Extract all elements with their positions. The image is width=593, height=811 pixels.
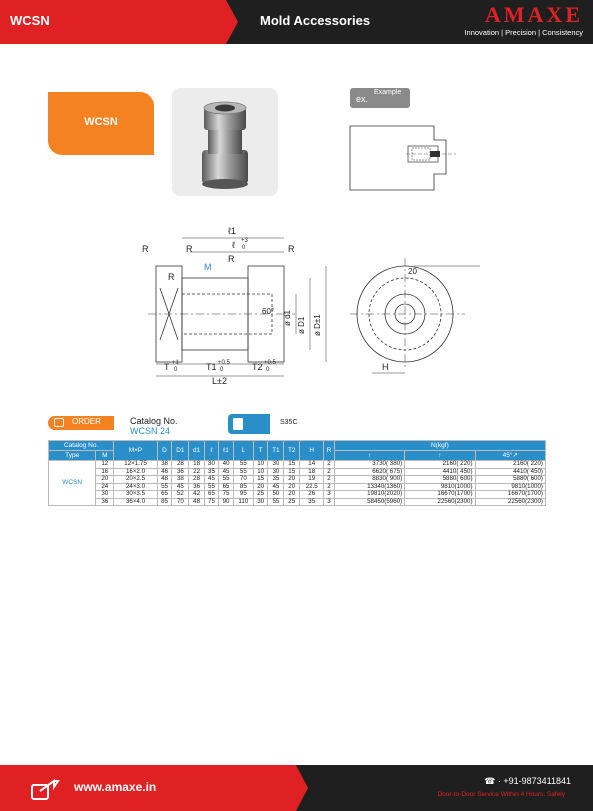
page-title: WCSN bbox=[10, 13, 50, 28]
load-sub-2: ↑ bbox=[405, 451, 475, 461]
table-cell: 9810(1000) bbox=[475, 483, 545, 491]
table-cell: 65 bbox=[157, 491, 172, 499]
product-tab bbox=[48, 92, 154, 155]
table-cell: 22.5 bbox=[300, 483, 324, 491]
table-cell: 65 bbox=[204, 491, 219, 499]
table-cell: 30 bbox=[204, 461, 219, 469]
l-tol-upper: +3 bbox=[241, 238, 248, 244]
table-cell: 30 bbox=[268, 461, 284, 469]
table-cell: 45 bbox=[268, 483, 284, 491]
col-l-total: L bbox=[233, 441, 253, 461]
table-cell: 30 bbox=[96, 491, 114, 499]
table-cell: 55 bbox=[157, 483, 172, 491]
share-icon bbox=[30, 777, 60, 801]
table-cell: 90 bbox=[219, 498, 234, 506]
brand-logo bbox=[464, 4, 583, 37]
table-cell: 25 bbox=[253, 491, 268, 499]
t2-label: T2 bbox=[252, 362, 263, 372]
table-cell: 36 bbox=[172, 468, 189, 476]
col-t2: T2 bbox=[284, 441, 300, 461]
table-cell: 22560(2300) bbox=[475, 498, 545, 506]
table-cell: 6620( 675) bbox=[334, 468, 404, 476]
m-label: M bbox=[204, 262, 212, 272]
table-cell: 28 bbox=[172, 461, 189, 469]
example-tag bbox=[350, 88, 410, 108]
table-cell: 24 bbox=[96, 483, 114, 491]
table-cell: 58450(5960) bbox=[334, 498, 404, 506]
table-cell: 2 bbox=[324, 461, 335, 469]
t2-tol-upper: +0.5 bbox=[264, 360, 276, 366]
cart-icon bbox=[54, 418, 64, 427]
table-cell: 85 bbox=[233, 483, 253, 491]
example-drawing bbox=[346, 118, 466, 200]
material-tag bbox=[228, 414, 270, 434]
load-sub-3: 45°↗ bbox=[475, 451, 545, 461]
col-h: H bbox=[300, 441, 324, 461]
t-tol-lower: 0 bbox=[174, 367, 178, 373]
table-cell: 95 bbox=[233, 491, 253, 499]
table-cell: 30 bbox=[253, 498, 268, 506]
example-sublabel: Example bbox=[374, 89, 402, 96]
table-cell: 8830( 900) bbox=[334, 476, 404, 484]
table-cell: 55 bbox=[204, 483, 219, 491]
table-cell: 55 bbox=[268, 498, 284, 506]
table-cell: 20 bbox=[284, 476, 300, 484]
table-cell: 16 bbox=[96, 468, 114, 476]
table-cell: 2 bbox=[324, 468, 335, 476]
t-tol-upper: +1 bbox=[172, 360, 179, 366]
table-cell: 30 bbox=[268, 468, 284, 476]
spec-table bbox=[48, 440, 546, 506]
table-cell: 36 bbox=[96, 498, 114, 506]
table-cell: 70 bbox=[172, 498, 189, 506]
table-cell: 20 bbox=[284, 483, 300, 491]
type-cell: WCSN bbox=[49, 461, 96, 506]
table-cell: 10 bbox=[253, 461, 268, 469]
table-cell: 70 bbox=[233, 476, 253, 484]
col-mxp: M×P bbox=[114, 441, 157, 461]
order-label: ORDER bbox=[72, 417, 101, 426]
table-cell: 19810(2020) bbox=[334, 491, 404, 499]
table-cell: 4410( 450) bbox=[475, 468, 545, 476]
col-m: M bbox=[96, 451, 114, 461]
table-cell: 3730( 380) bbox=[334, 461, 404, 469]
order-tag bbox=[48, 416, 114, 430]
table-cell: 2 bbox=[324, 476, 335, 484]
table-cell: 15 bbox=[284, 461, 300, 469]
l1-label: ℓ1 bbox=[228, 226, 236, 236]
table-cell: 5880( 600) bbox=[405, 476, 475, 484]
table-cell: 3 bbox=[324, 498, 335, 506]
table-cell: 35 bbox=[204, 468, 219, 476]
table-cell: 2160( 220) bbox=[405, 461, 475, 469]
table-cell: 36 bbox=[189, 483, 204, 491]
table-cell: 50 bbox=[268, 491, 284, 499]
r-label: R bbox=[288, 244, 295, 254]
page-footer bbox=[0, 765, 593, 811]
phone-icon: ☎ · bbox=[484, 776, 504, 786]
table-cell: 4410( 450) bbox=[405, 468, 475, 476]
header-type: Type bbox=[49, 451, 96, 461]
table-cell: 48 bbox=[189, 498, 204, 506]
load-sub-1: ↑ bbox=[334, 451, 404, 461]
table-cell: 16×2.0 bbox=[114, 468, 157, 476]
col-t: T bbox=[253, 441, 268, 461]
table-cell: 75 bbox=[219, 491, 234, 499]
col-d: D bbox=[157, 441, 172, 461]
example-label: ex. bbox=[356, 94, 369, 104]
table-cell: 22 bbox=[189, 468, 204, 476]
table-cell: 5880( 600) bbox=[475, 476, 545, 484]
table-cell: 12×1.75 bbox=[114, 461, 157, 469]
col-r: R bbox=[324, 441, 335, 461]
header-load: N(kgf) bbox=[334, 441, 545, 451]
table-cell: 14 bbox=[300, 461, 324, 469]
table-cell: 35 bbox=[268, 476, 284, 484]
d1-label: ø d1 bbox=[283, 309, 292, 326]
table-cell: 22560(2300) bbox=[405, 498, 475, 506]
product-photo bbox=[172, 88, 278, 196]
table-cell: 20×2.5 bbox=[114, 476, 157, 484]
table-cell: 42 bbox=[189, 491, 204, 499]
table-cell: 15 bbox=[253, 476, 268, 484]
catalog-value: WCSN 24 bbox=[130, 426, 171, 436]
table-cell: 2 bbox=[324, 483, 335, 491]
table-cell: 10 bbox=[253, 468, 268, 476]
table-cell: 45 bbox=[219, 468, 234, 476]
col-d1: d1 bbox=[189, 441, 204, 461]
col-l1: ℓ1 bbox=[219, 441, 234, 461]
table-cell: 18 bbox=[300, 468, 324, 476]
t-label: T bbox=[164, 362, 170, 372]
l-tol-lower: 0 bbox=[242, 245, 246, 251]
l-label: ℓ bbox=[232, 240, 235, 250]
t2-tol-lower: 0 bbox=[266, 367, 270, 373]
table-cell: 45 bbox=[172, 483, 189, 491]
table-cell: 52 bbox=[172, 491, 189, 499]
table-cell: 25 bbox=[284, 498, 300, 506]
table-cell: 20 bbox=[253, 483, 268, 491]
table-cell: 38 bbox=[157, 461, 172, 469]
phone-number bbox=[484, 776, 571, 787]
table-cell: 2160( 220) bbox=[475, 461, 545, 469]
table-cell: 48 bbox=[157, 476, 172, 484]
table-cell: 16670(1700) bbox=[405, 491, 475, 499]
material-icon bbox=[233, 418, 243, 430]
table-row bbox=[49, 461, 546, 469]
table-cell: 18 bbox=[189, 461, 204, 469]
service-note: Door-to-Door Service Within 4 Hours. Safely bbox=[437, 791, 565, 798]
table-cell: 45 bbox=[204, 476, 219, 484]
table-cell: 35 bbox=[300, 498, 324, 506]
table-cell: 38 bbox=[172, 476, 189, 484]
table-cell: 65 bbox=[219, 483, 234, 491]
brand-name: AMAXE bbox=[484, 2, 583, 27]
table-cell: 85 bbox=[157, 498, 172, 506]
r-label: R bbox=[142, 244, 149, 254]
h-label: H bbox=[382, 362, 389, 372]
product-tab-label: WCSN bbox=[84, 116, 118, 128]
table-row bbox=[49, 476, 546, 484]
table-cell: 46 bbox=[157, 468, 172, 476]
col-d1-big: D1 bbox=[172, 441, 189, 461]
table-cell: 30×3.5 bbox=[114, 491, 157, 499]
table-cell: 3 bbox=[324, 491, 335, 499]
table-cell: 40 bbox=[219, 461, 234, 469]
t1-label: T1 bbox=[206, 362, 217, 372]
twenty-label: 20 bbox=[408, 267, 417, 276]
angle-label: 60° bbox=[262, 307, 275, 316]
t1-tol-lower: 0 bbox=[220, 367, 224, 373]
table-cell: 15 bbox=[284, 468, 300, 476]
col-t1: T1 bbox=[268, 441, 284, 461]
table-cell: 24×3.0 bbox=[114, 483, 157, 491]
table-cell: 75 bbox=[204, 498, 219, 506]
t1-tol-upper: +0.5 bbox=[218, 360, 230, 366]
r-label: R bbox=[168, 272, 175, 282]
table-cell: 9810(1000) bbox=[405, 483, 475, 491]
big-d-label: ø D±1 bbox=[313, 314, 322, 336]
table-cell: 19 bbox=[300, 476, 324, 484]
table-cell: 28 bbox=[189, 476, 204, 484]
table-cell: 55 bbox=[233, 461, 253, 469]
table-cell: 16670(1700) bbox=[475, 491, 545, 499]
page-header bbox=[0, 0, 593, 44]
table-cell: 110 bbox=[233, 498, 253, 506]
col-l: ℓ bbox=[204, 441, 219, 461]
spec-table-body bbox=[49, 461, 546, 506]
phone-value: +91-9873411841 bbox=[503, 776, 571, 786]
brand-tagline: Innovation | Precision | Consistency bbox=[464, 28, 583, 37]
table-cell: 13340(1360) bbox=[334, 483, 404, 491]
table-row bbox=[49, 498, 546, 506]
section-title: Mold Accessories bbox=[260, 13, 371, 28]
r-label: R bbox=[186, 244, 193, 254]
table-cell: 12 bbox=[96, 461, 114, 469]
table-cell: 55 bbox=[233, 468, 253, 476]
bushing-photo-icon bbox=[172, 88, 278, 196]
header-catalog: Catalog No. bbox=[49, 441, 114, 451]
table-cell: 36×4.0 bbox=[114, 498, 157, 506]
dimension-drawing bbox=[120, 218, 520, 398]
catalog-label: Catalog No. bbox=[130, 416, 178, 426]
big-d1-label: ø D1 bbox=[297, 316, 306, 334]
table-cell: 20 bbox=[284, 491, 300, 499]
table-row bbox=[49, 491, 546, 499]
table-cell: 55 bbox=[219, 476, 234, 484]
material-value: S35C bbox=[280, 419, 298, 426]
table-cell: 26 bbox=[300, 491, 324, 499]
r-label: R bbox=[228, 254, 235, 264]
l-total-label: L±2 bbox=[212, 376, 227, 386]
website-link[interactable]: www.amaxe.in bbox=[74, 780, 157, 794]
table-cell: 20 bbox=[96, 476, 114, 484]
